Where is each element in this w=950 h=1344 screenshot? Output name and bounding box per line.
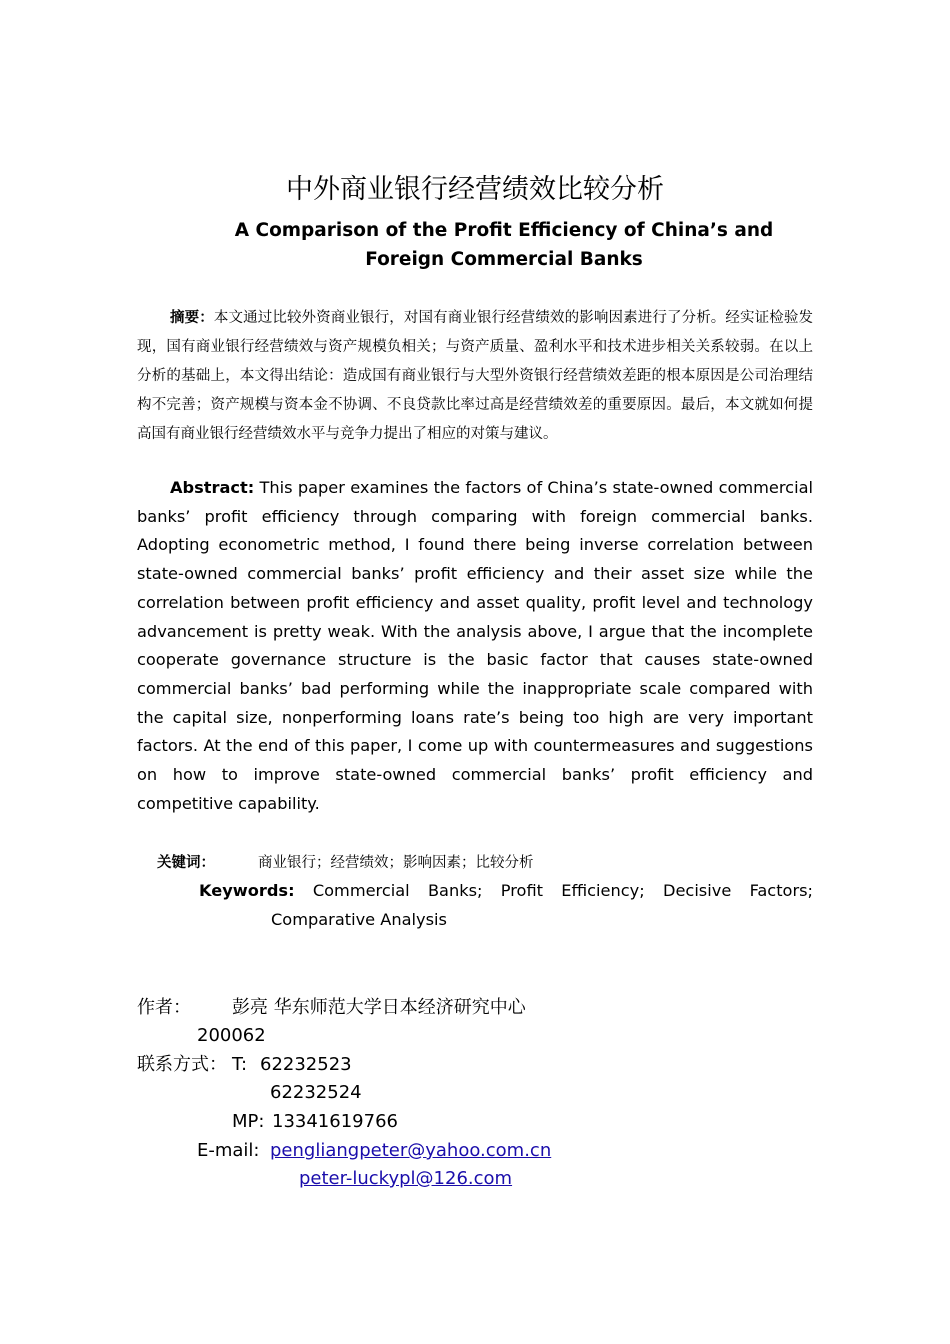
keywords-chinese-label: 关键词： <box>157 855 215 871</box>
phone-number-1: 62232523 <box>260 1054 352 1075</box>
mobile-number: 13341619766 <box>272 1111 398 1132</box>
email-label: E-mail: <box>197 1140 260 1161</box>
keywords-chinese <box>157 849 813 878</box>
abstract-chinese-text: 本文通过比较外资商业银行，对国有商业银行经营绩效的影响因素进行了分析。经实证检验发现，国有商业银行经营绩效与资产规模负相关；与资产质量、盈利水平和技术进步相关关系较弱。在以上分析的基础上，本文得出结论：造成国有商业银行与大型外资银行经营绩效差距的根本原因是公司治理结构不完善；资产规模与资本金不协调、不良贷款比率过高是经营绩效差的重要原因。最后，本文就如何提高国有商业银行经营绩效水平与竞争力提出了相应的对策与建议。 <box>137 310 814 442</box>
author-name-affiliation: 彭亮 华东师范大学日本经济研究中心 <box>232 997 526 1018</box>
keywords-english-label: Keywords: <box>199 881 295 900</box>
phone-number-2: 62232524 <box>270 1082 362 1103</box>
author-postcode: 200062 <box>197 1025 266 1046</box>
author-label: 作者： <box>137 997 191 1018</box>
abstract-english-label: Abstract: <box>170 478 255 497</box>
keywords-english-text: Commercial Banks; Profit Efficiency; Decisive Factors; Comparative Analysis <box>271 881 814 929</box>
email-link-1[interactable]: pengliangpeter@yahoo.com.cn <box>270 1140 552 1161</box>
abstract-chinese-label: 摘要： <box>170 310 214 326</box>
keywords-chinese-text: 商业银行；经营绩效；影响因素；比较分析 <box>258 855 534 871</box>
mobile-label: MP: <box>232 1111 265 1132</box>
title-english: A Comparison of the Profit Efficiency of China’s and Foreign Commercial Banks <box>234 220 774 270</box>
email-link-2[interactable]: peter-luckypl@126.com <box>299 1168 513 1189</box>
phone-label: T: <box>232 1054 248 1075</box>
keywords-english <box>199 876 813 934</box>
contact-label: 联系方式： <box>137 1054 227 1075</box>
abstract-chinese <box>137 304 813 449</box>
abstract-english-text: This paper examines the factors of China’s state-owned commercial banks’ profit efficiency through comparing with foreign commercial banks. Adopting econometric method, I found there being inverse correlation between state-owned commercial banks’ profit efficiency and their asset size while the correlation between profit efficiency and asset quality, profit level and technology advancement is pretty weak. With the analysis above, I argue that the incomplete cooperate governance structure is the basic factor that causes state-owned commercial banks’ bad performing while the inappropriate scale compared with the capital size, nonperforming loans rate’s being too high are very important factors. At the end of this paper, I come up with countermeasures and suggestions on how to improve state-owned commercial banks’ profit efficiency and competitive capability. <box>137 478 813 813</box>
title-chinese: 中外商业银行经营绩效比较分析 <box>286 174 664 205</box>
abstract-english <box>137 474 813 818</box>
